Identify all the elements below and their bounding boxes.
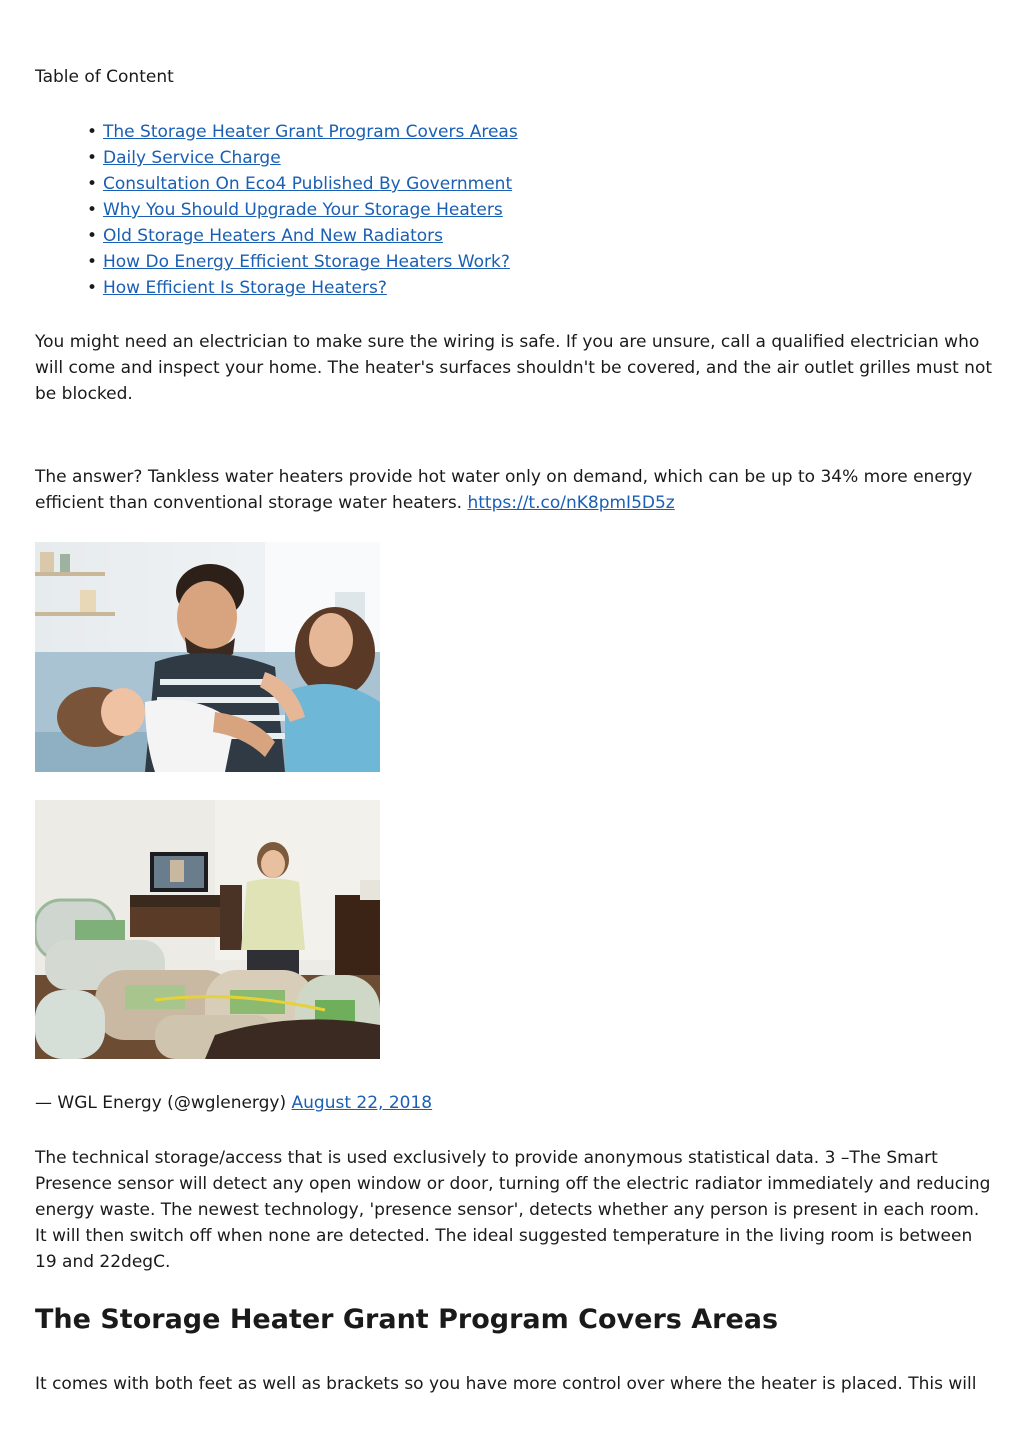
tweet-date-link[interactable]: August 22, 2018 (291, 1093, 433, 1113)
toc-link-how-efficient[interactable]: How Efficient Is Storage Heaters? (103, 278, 387, 298)
paragraph-tankless-text: The answer? Tankless water heaters provide hot water only on demand, which can be up to 34% more energy efficient than conventional storage water heaters. (35, 467, 973, 513)
paragraph-tankless (35, 464, 995, 516)
toc-link-storage-heater-grant[interactable]: The Storage Heater Grant Program Covers Areas (103, 122, 518, 142)
toc-link-daily-service-charge[interactable]: Daily Service Charge (103, 148, 281, 168)
family-photo (35, 542, 380, 772)
section-heading: The Storage Heater Grant Program Covers Areas (35, 1304, 779, 1335)
toc-item (35, 119, 518, 145)
paragraph-feet-brackets: It comes with both feet as well as brackets so you have more control over where the heater is placed. This will (35, 1374, 977, 1394)
toc-link-old-heaters-new-radiators[interactable]: Old Storage Heaters And New Radiators (103, 226, 444, 246)
toc-item (35, 249, 518, 275)
toc-item (35, 197, 518, 223)
toc-item (35, 171, 518, 197)
toc-item (35, 145, 518, 171)
paragraph-smart-presence: The technical storage/access that is used exclusively to provide anonymous statistical data. 3 –The Smart Presence sensor will detect any open window or door, turning off the electric radiator immediately and reducing energy waste. The newest technology, 'presence sensor', detects whether any person is present in each room. It will then switch off when none are detected. The ideal suggested temperature in the living room is between 19 and 22degC. (35, 1148, 991, 1272)
toc-list (35, 119, 518, 301)
tweet-link[interactable]: https://t.co/nK8pmI5D5z (467, 493, 675, 513)
tweet-author: — WGL Energy (@wglenergy) (35, 1093, 287, 1113)
insulation-photo (35, 800, 380, 1059)
toc-link-how-heaters-work[interactable]: How Do Energy Efficient Storage Heaters Work? (103, 252, 510, 272)
toc-title: Table of Content (35, 67, 174, 87)
toc-link-upgrade-storage-heaters[interactable]: Why You Should Upgrade Your Storage Heaters (103, 200, 503, 220)
toc-link-eco4-consultation[interactable]: Consultation On Eco4 Published By Government (103, 174, 513, 194)
tweet-caption (35, 1090, 432, 1116)
toc-item (35, 223, 518, 249)
paragraph-electrician: You might need an electrician to make sure the wiring is safe. If you are unsure, call a qualified electrician who will come and inspect your home. The heater's surfaces shouldn't be covered, and the air outlet grilles must not be blocked. (35, 332, 993, 404)
toc-item (35, 275, 518, 301)
